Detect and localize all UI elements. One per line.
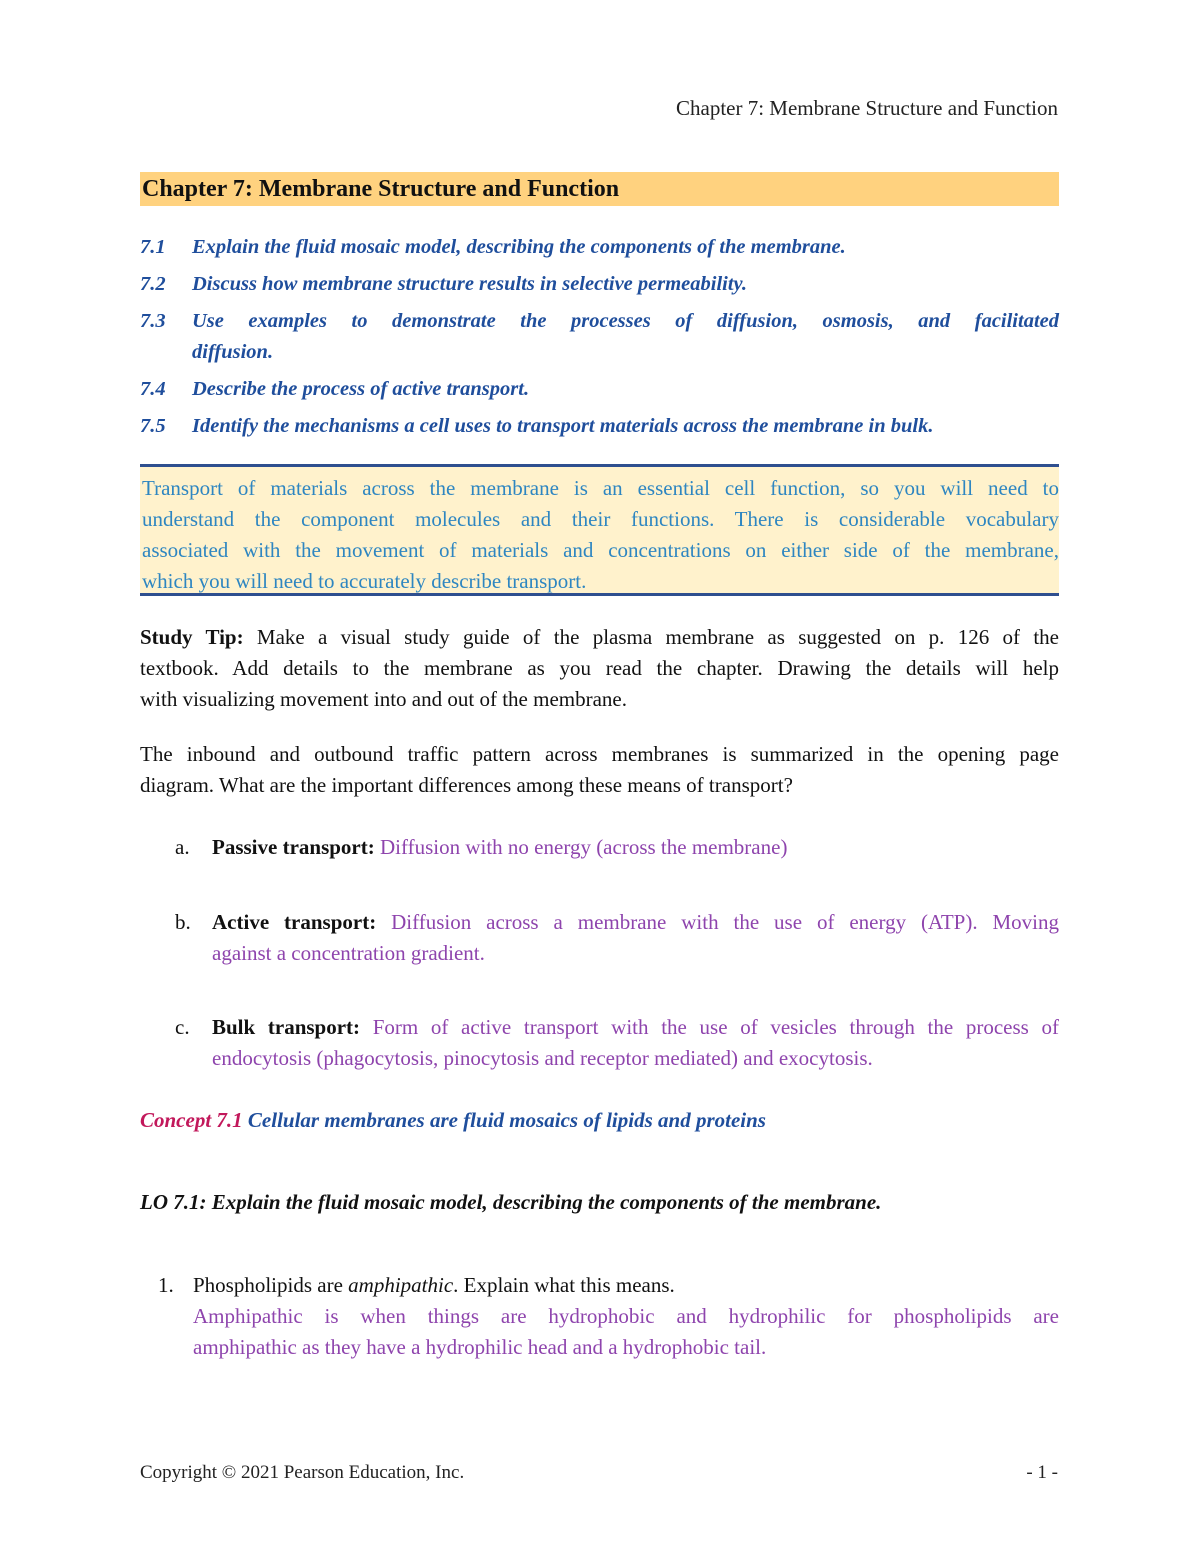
objective-number: 7.1 [140,236,166,258]
list-letter: a. [175,835,190,859]
list-item [140,1012,1059,1074]
list-letter: b. [175,910,191,934]
concept-prefix: Concept 7.1 [140,1108,243,1132]
objective-text: Use examples to demonstrate the processes of diffusion, osmosis, and facilitated [192,310,1059,332]
answer-text: Amphipathic is when things are hydrophobic and hydrophilic for phospholipids are [193,1304,1059,1328]
footer-copyright: Copyright © 2021 Pearson Education, Inc. [140,1462,465,1483]
transport-item-c [140,1012,1059,1074]
intro-line: understand the component molecules and their functions. There is considerable vocabulary [142,507,1059,531]
question-text [193,1270,1059,1301]
footer-page-number: - 1 - [1026,1462,1058,1483]
list-item [140,907,1059,969]
objective-item [140,411,1059,442]
objective-number: 7.2 [140,273,166,295]
study-tip-paragraph [140,622,1059,715]
transport-label: Passive transport: [212,835,375,859]
traffic-question-line: The inbound and outbound traffic pattern across membranes is summarized in the opening page [140,742,1059,766]
intro-callout-box [140,464,1059,596]
question-list [140,1270,1059,1363]
list-item [140,832,1059,863]
answer-text: Diffusion across a membrane with the use of energy (ATP). Moving [376,910,1060,934]
list-letter: c. [175,1015,190,1039]
list-item-body [212,907,1059,969]
study-tip-line: textbook. Add details to the membrane as you read the chapter. Drawing the details will help [140,656,1059,680]
answer-text: Diffusion with no energy (across the membrane) [374,835,788,859]
concept-text: Cellular membranes are fluid mosaics of lipids and proteins [242,1108,766,1132]
list-item-line [212,832,1059,863]
answer-text: amphipathic as they have a hydrophilic head and a hydrophobic tail. [193,1335,767,1359]
question-item [140,1270,1059,1363]
running-header: Chapter 7: Membrane Structure and Function [676,96,1058,120]
objective-item [140,232,1059,263]
intro-line: Transport of materials across the membrane is an essential cell function, so you will need to [142,476,1059,500]
learning-objectives-list [140,232,1059,448]
transport-label: Bulk transport: [212,1015,361,1039]
objective-text: Explain the fluid mosaic model, describing the components of the membrane. [192,236,846,258]
study-tip-line [140,622,1059,653]
learning-objective-heading: LO 7.1: Explain the fluid mosaic model, describing the components of the membrane. [140,1190,882,1214]
study-tip-text: Make a visual study guide of the plasma membrane as suggested on p. 126 of the [243,625,1059,649]
question-text-before: Phospholipids are [193,1273,349,1297]
transport-item-a [140,832,1059,863]
objective-item [140,306,1059,368]
traffic-question-line: diagram. What are the important differences among these means of transport? [140,773,793,797]
answer-text: against a concentration gradient. [212,941,485,965]
intro-line: associated with the movement of materials and concentrations on either side of the membrane, [142,538,1059,562]
intro-line: which you will need to accurately describe transport. [142,569,587,593]
objective-number: 7.4 [140,378,166,400]
transport-label: Active transport: [212,910,377,934]
objective-item [140,269,1059,300]
study-tip-line: with visualizing movement into and out of the membrane. [140,687,627,711]
study-tip-label: Study Tip: [140,625,244,649]
list-item-line [212,1012,1059,1043]
question-number: 1. [158,1273,174,1297]
objective-text-block [192,306,1059,368]
question-text-after: . Explain what this means. [453,1273,675,1297]
list-item-body [212,1012,1059,1074]
objective-number: 7.3 [140,310,166,332]
concept-heading [140,1108,766,1133]
answer-text: endocytosis (phagocytosis, pinocytosis and receptor mediated) and exocytosis. [212,1046,873,1070]
list-item-body [212,832,1059,863]
objective-item [140,374,1059,405]
transport-item-b [140,907,1059,969]
question-emphasis: amphipathic [348,1273,454,1297]
list-item-line [212,907,1059,938]
traffic-question-paragraph [140,739,1059,801]
answer-text: Form of active transport with the use of vesicles through the process of [360,1015,1059,1039]
objective-text: Describe the process of active transport. [192,378,530,400]
objective-text: diffusion. [192,341,274,363]
chapter-title: Chapter 7: Membrane Structure and Function [140,172,1059,206]
objective-text: Identify the mechanisms a cell uses to transport materials across the membrane in bulk. [192,415,934,437]
objective-number: 7.5 [140,415,166,437]
objective-text: Discuss how membrane structure results in selective permeability. [192,273,748,295]
question-body [193,1270,1059,1363]
